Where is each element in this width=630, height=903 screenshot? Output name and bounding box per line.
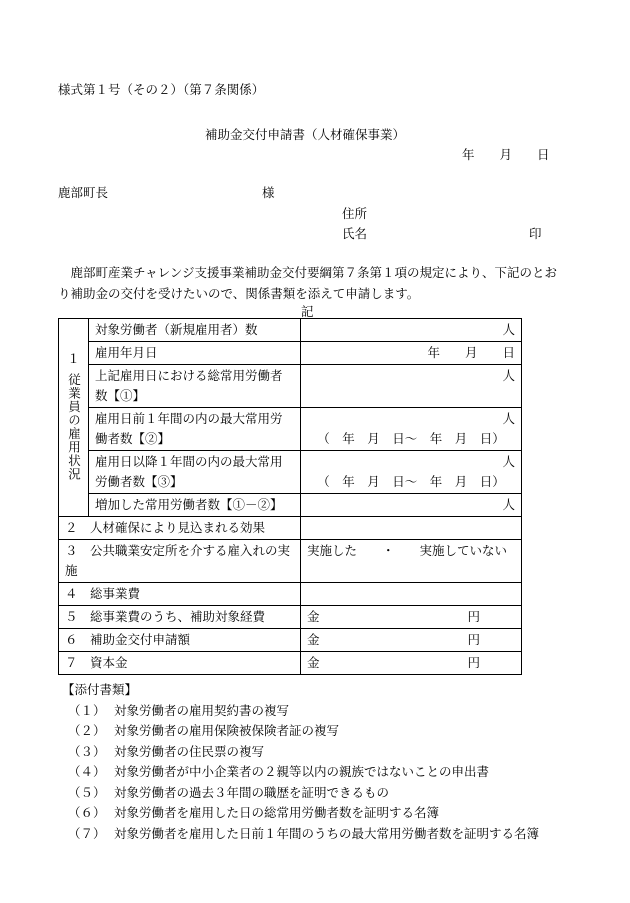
- ki-mark: 記: [301, 304, 314, 319]
- section1-header: １ 従業員の雇用状況: [59, 319, 89, 517]
- row-value[interactable]: 年 月 日: [301, 342, 522, 365]
- list-item: （６） 対象労働者を雇用した日の総常用労働者数を証明する名簿: [68, 805, 440, 820]
- attachments-heading: 【添付書類】: [62, 682, 138, 697]
- application-date: 年 月 日: [462, 147, 550, 162]
- table-row: [59, 494, 522, 517]
- table-row: [59, 517, 522, 540]
- list-item: （４） 対象労働者が中小企業者の２親等以内の親族ではないことの申出書: [68, 764, 490, 779]
- address-label: 住所: [342, 206, 368, 221]
- application-table: [58, 318, 522, 675]
- table-row: [59, 342, 522, 365]
- table-row: [59, 583, 522, 606]
- item-value[interactable]: 実施した ・ 実施していない: [301, 540, 522, 583]
- list-item: （５） 対象労働者の過去３年間の職歴を証明できるもの: [68, 784, 390, 800]
- item-label: ７ 資本金: [59, 652, 301, 675]
- row-value[interactable]: 人: [301, 319, 522, 342]
- name-label: 氏名: [342, 226, 368, 241]
- item-value[interactable]: 金 円: [301, 652, 522, 675]
- document-title: 補助金交付申請書（人材確保事業）: [205, 127, 406, 142]
- table-row: [59, 319, 522, 342]
- list-item: （７） 対象労働者を雇用した日前１年間のうちの最大常用労働者数を証明する名簿: [68, 825, 540, 841]
- form-number: 様式第１号（その２）（第７条関係）: [58, 82, 265, 97]
- list-item: （３） 対象労働者の住民票の複写: [68, 743, 265, 759]
- item-value[interactable]: [301, 517, 522, 540]
- body-text: 鹿部町産業チャレンジ支援事業補助金交付要綱第７条第１項の規定により、下記のとおり補助金の交付を受けたいので、関係書類を添えて申請します。: [58, 265, 558, 301]
- item-label: ６ 補助金交付申請額: [59, 629, 301, 652]
- item-value[interactable]: 金 円: [301, 606, 522, 629]
- row-value[interactable]: 人: [301, 365, 522, 408]
- item-value[interactable]: 金 円: [301, 629, 522, 652]
- table-row: [59, 606, 522, 629]
- row-label: 上記雇用日における総常用労働者数【①】: [89, 365, 301, 408]
- table-row: [59, 408, 522, 451]
- seal-mark: 印: [529, 226, 542, 241]
- honorific: 様: [262, 185, 275, 200]
- table-row: [59, 540, 522, 583]
- item-label: ４ 総事業費: [59, 583, 301, 606]
- list-item: （１） 対象労働者の雇用契約書の複写: [68, 702, 290, 718]
- row-value[interactable]: 人 （ 年 月 日～ 年 月 日）: [301, 408, 522, 451]
- row-value[interactable]: 人: [301, 494, 522, 517]
- row-value[interactable]: 人 （ 年 月 日～ 年 月 日）: [301, 451, 522, 494]
- table-row: [59, 451, 522, 494]
- item-label: ５ 総事業費のうち、補助対象経費: [59, 606, 301, 629]
- list-item: （２） 対象労働者の雇用保険被保険者証の複写: [68, 723, 340, 738]
- item-value[interactable]: [301, 583, 522, 606]
- addressee: 鹿部町長: [58, 185, 109, 200]
- item-label: ２ 人材確保により見込まれる効果: [59, 517, 301, 540]
- table-row: [59, 365, 522, 408]
- row-label: 雇用年月日: [89, 342, 301, 365]
- row-label: 対象労働者（新規雇用者）数: [89, 319, 301, 342]
- row-label: 雇用日前１年間の内の最大常用労働者数【②】: [89, 408, 301, 451]
- table-row: [59, 629, 522, 652]
- row-label: 増加した常用労働者数【①－②】: [89, 494, 301, 517]
- row-label: 雇用日以降１年間の内の最大常用労働者数【③】: [89, 451, 301, 494]
- table-row: [59, 652, 522, 675]
- attachments-section: [62, 680, 568, 844]
- item-label: ３ 公共職業安定所を介する雇入れの実施: [59, 540, 301, 583]
